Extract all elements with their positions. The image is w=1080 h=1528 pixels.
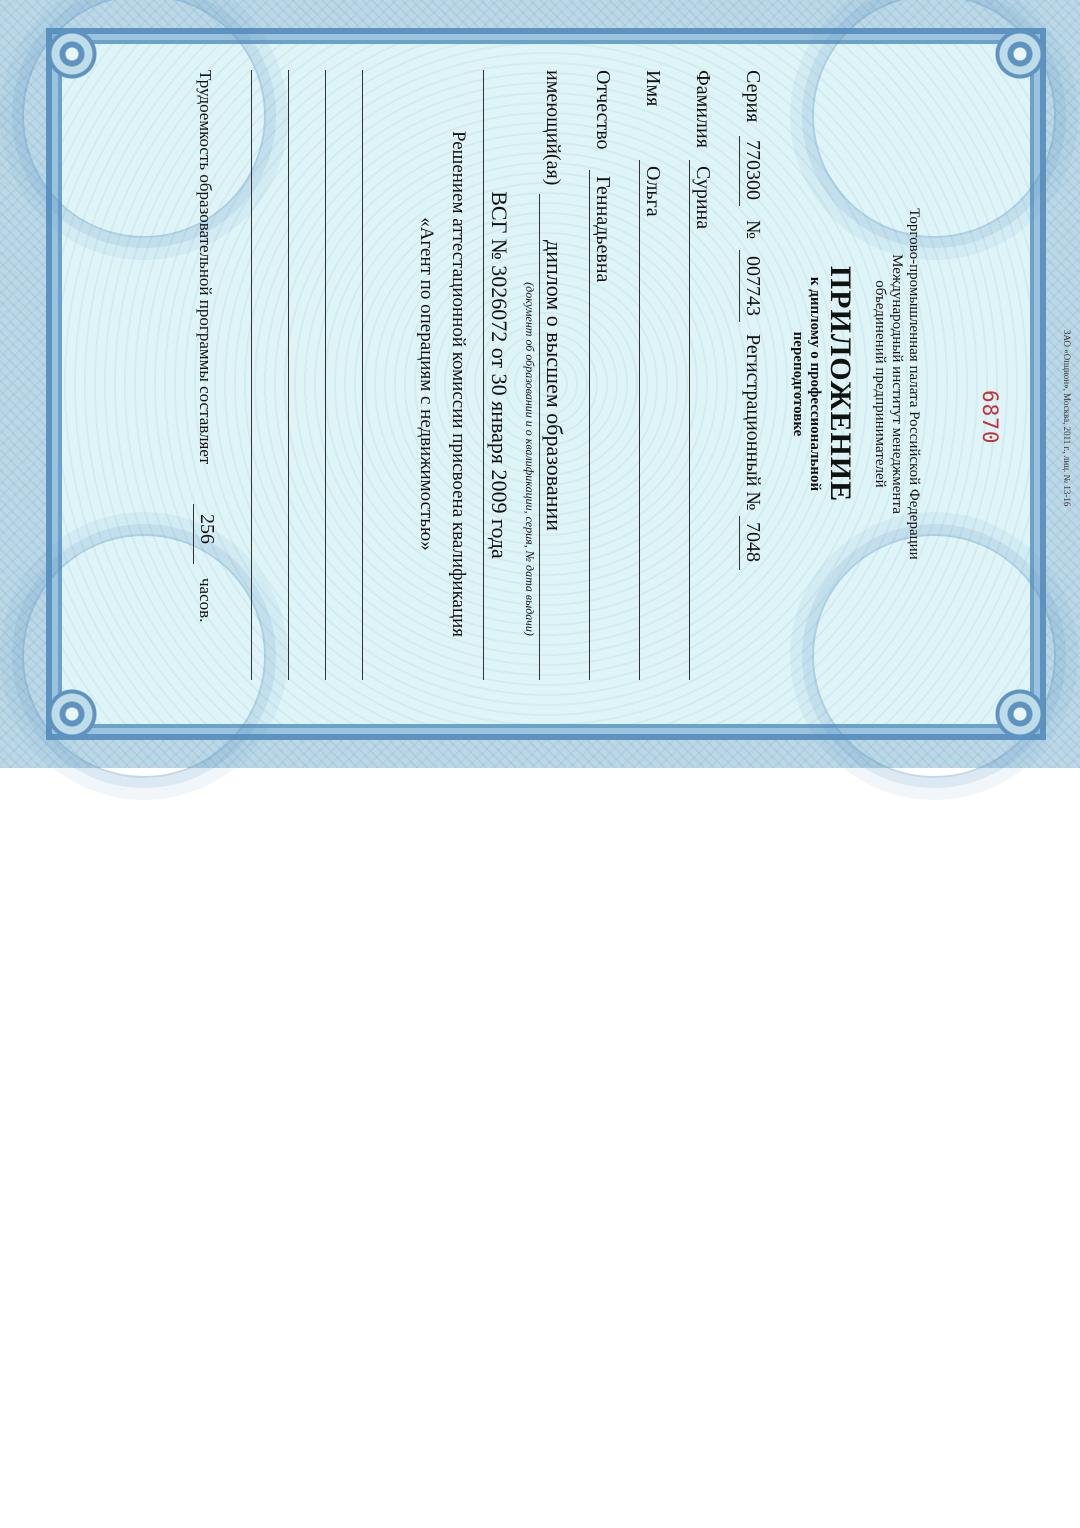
name-row [633, 44, 683, 724]
series-label: Серия [742, 70, 764, 123]
serial-number: 6870 [978, 390, 1002, 445]
registration-label: Регистрационный № [742, 334, 764, 511]
having-label: имеющий(ая) [542, 70, 564, 186]
having-row [533, 44, 583, 724]
org-line-2: Международный институт менеджмента [889, 254, 905, 514]
blank-lines [251, 70, 399, 680]
patronymic-row [583, 44, 633, 724]
name-value: Ольга [642, 166, 664, 217]
patronymic-value: Геннадьевна [592, 176, 614, 283]
having-value: диплом о высшем образовании [542, 240, 567, 531]
number-label: № [742, 220, 764, 240]
org-line-1: Торгово-промышленная палата Российской Федерации [906, 208, 922, 560]
document-subtitle-1: к диплому о профессиональной [807, 276, 823, 492]
registration-value: 7048 [742, 522, 764, 562]
diploma-line: ВСГ № 3026072 от 30 января 2009 года [483, 70, 512, 680]
qualification-line: «Агент по операциям с недвижимостью» [416, 217, 437, 551]
series-row [733, 44, 783, 724]
patronymic-label: Отчество [592, 70, 614, 150]
rotated-content [82, 44, 982, 724]
name-label: Имя [642, 70, 664, 107]
surname-label: Фамилия [692, 70, 714, 148]
surname-value: Сурина [692, 166, 714, 230]
document-subtitle-2: переподготовке [790, 331, 806, 437]
series-value: 770300 [742, 140, 764, 200]
decision-line: Решением аттестационной комиссии присвоена квалификация [448, 130, 469, 638]
having-hint: (документ об образовании и о квалификации, серия, № дата выдачи) [523, 282, 537, 636]
corner-rosette [990, 24, 1050, 84]
hours-label: Трудоемкость образовательной программы составляет [196, 70, 215, 465]
hours-unit: часов. [196, 578, 215, 623]
surname-row [683, 44, 733, 724]
org-line-3: объединений предпринимателей [872, 280, 888, 488]
document-header [789, 44, 922, 724]
number-value: 007743 [742, 256, 764, 316]
hours-value: 256 [196, 514, 218, 544]
hours-row [187, 44, 237, 724]
document-title: ПРИЛОЖЕНИЕ [824, 265, 857, 503]
corner-rosette [990, 684, 1050, 744]
printer-imprint: ЗАО «Опцион», Москва, 2011 г., лиц. № 13-16 [1062, 330, 1072, 507]
